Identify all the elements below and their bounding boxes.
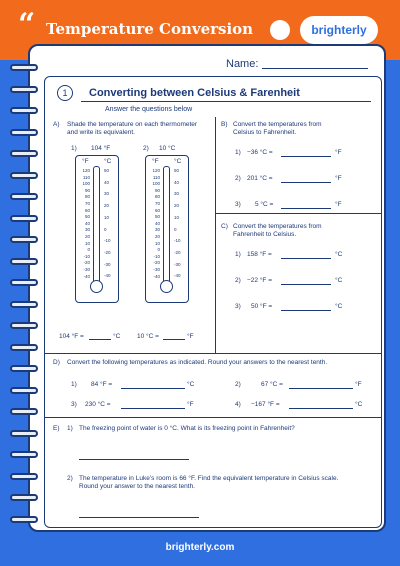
- thermometer-tick-label: 50: [154, 214, 160, 220]
- thermometer-tick-label: 10: [104, 214, 110, 220]
- thermometer-1-unit-c: °C: [104, 158, 112, 165]
- binder-ring-icon: [10, 430, 38, 437]
- partC-instruction-1: Convert the temperatures from: [233, 223, 322, 230]
- partD-item4-unit: °C: [355, 401, 363, 408]
- thermometer-tick-label: 30: [84, 227, 90, 233]
- title-divider: [81, 101, 371, 102]
- partA-q1-answer-blank[interactable]: [89, 339, 111, 340]
- partA-q1-value: 104 °F: [91, 145, 111, 152]
- thermometer-tick-label: 40: [104, 179, 110, 185]
- thermometer-tick-label: 10: [154, 240, 160, 246]
- thermometer-tick-label: -40: [83, 273, 90, 279]
- thermometer-tick-label: 0: [87, 247, 90, 253]
- section-number: 1: [57, 85, 73, 101]
- partC-item2-num: 2): [235, 277, 241, 284]
- thermometer-tick-label: 60: [154, 207, 160, 213]
- partA-letter: A): [53, 121, 60, 128]
- thermometer-tick-label: -40: [153, 273, 160, 279]
- thermometer-2-tube[interactable]: [163, 166, 170, 284]
- binder-ring-icon: [10, 279, 38, 286]
- thermometer-tick-label: -20: [83, 260, 90, 266]
- divider-bc: [215, 213, 382, 214]
- partC-item2-blank[interactable]: [281, 284, 331, 285]
- thermometer-1-tube[interactable]: [93, 166, 100, 284]
- thermometer-tick-label: -30: [83, 267, 90, 272]
- binder-ring-icon: [10, 301, 38, 308]
- thermometer-tick-label: 90: [154, 187, 160, 193]
- partD-instruction: Convert the following temperatures as indicated. Round your answers to the nearest tenth.: [67, 359, 328, 366]
- partE-q1: The freezing point of water is 0 °C. What is its freezing point in Fahrenheit?: [79, 425, 295, 432]
- partB-item2-num: 2): [235, 175, 241, 182]
- partB-item2-expr: 201 °C =: [247, 175, 273, 182]
- partB-item1-num: 1): [235, 149, 241, 156]
- partB-item2-blank[interactable]: [281, 182, 331, 183]
- thermometer-tick-label: 120: [152, 168, 160, 173]
- partC-item3-num: 3): [235, 303, 241, 310]
- thermometer-tick-label: 110: [152, 174, 160, 180]
- partA-q1-answer-unit: °C: [113, 333, 121, 340]
- partD-item1-unit: °C: [187, 381, 195, 388]
- partE-q2-num: 2): [67, 475, 73, 482]
- partA-q2-answer-prefix: 10 °C =: [137, 333, 159, 340]
- partC-letter: C): [221, 223, 228, 230]
- partA-q2-answer-unit: °F: [187, 333, 194, 340]
- partD-item4-blank[interactable]: [289, 408, 353, 409]
- thermometer-tick-label: 40: [84, 220, 90, 226]
- thermometer-tick-label: 50: [84, 214, 90, 220]
- thermometer-tick-label: 100: [82, 181, 90, 187]
- partB-instruction-2: Celsius to Fahrenheit.: [233, 129, 297, 136]
- binder-ring-icon: [10, 322, 38, 329]
- binder-ring-icon: [10, 258, 38, 265]
- partD-letter: D): [53, 359, 60, 366]
- worksheet-page: [28, 44, 386, 532]
- binder-ring-icon: [10, 451, 38, 458]
- worksheet-frame: [44, 76, 382, 528]
- thermometer-tick-label: 80: [154, 194, 160, 200]
- thermometer-tick-label: 10: [174, 214, 180, 220]
- thermometer-tick-label: 50: [104, 168, 110, 173]
- partD-item2-expr: 67 °C =: [261, 381, 283, 388]
- partB-item1-blank[interactable]: [281, 156, 331, 157]
- worksheet-title: Temperature Conversion: [46, 20, 254, 38]
- thermometer-tick-label: 70: [154, 201, 160, 206]
- thermometer-tick-label: -20: [174, 249, 181, 255]
- thermometer-tick-label: 100: [152, 181, 160, 187]
- partC-item3-expr: 50 °F =: [251, 303, 273, 310]
- partC-item2-unit: °C: [335, 277, 343, 284]
- thermometer-2-unit-c: °C: [174, 158, 182, 165]
- partA-q2-num: 2): [143, 145, 149, 152]
- partA-q1-answer-prefix: 104 °F =: [59, 333, 84, 340]
- binder-ring-icon: [10, 172, 38, 179]
- partA-instruction-2: and write its equivalent.: [67, 129, 135, 136]
- name-label: Name:: [226, 58, 259, 70]
- brand-logo-text: brighterly: [311, 23, 367, 37]
- partD-item4-expr: −167 °F =: [251, 401, 280, 408]
- partB-letter: B): [221, 121, 228, 128]
- binder-ring-icon: [10, 86, 38, 93]
- thermometer-tick-label: 50: [174, 168, 180, 173]
- thermometer-tick-label: 30: [154, 227, 160, 233]
- partE-q1-blank[interactable]: [79, 459, 189, 460]
- partE-q2-line2: Round your answer to the nearest tenth.: [79, 483, 195, 490]
- name-field[interactable]: [262, 68, 368, 69]
- partA-instruction-1: Shade the temperature on each thermometer: [67, 121, 198, 128]
- binder-ring-icon: [10, 473, 38, 480]
- thermometer-tick-label: 120: [82, 168, 90, 173]
- thermometer-tick-label: 20: [84, 234, 90, 239]
- partD-item1-blank[interactable]: [121, 388, 185, 389]
- thermometer-tick-label: 40: [174, 179, 180, 185]
- thermometer-tick-label: -10: [153, 253, 160, 259]
- partA-q1-num: 1): [71, 145, 77, 152]
- partB-item1-unit: °F: [335, 149, 342, 156]
- binder-ring-icon: [10, 365, 38, 372]
- binder-ring-icon: [10, 193, 38, 200]
- partD-item2-unit: °F: [355, 381, 362, 388]
- partB-instruction-1: Convert the temperatures from: [233, 121, 322, 128]
- partE-q2-line1: The temperature in Luke’s room is 66 °F. Find the equivalent temperature in Celsius scale.: [79, 475, 339, 482]
- thermometer-tick-label: 110: [82, 174, 90, 180]
- thermometer-2-bulb: [160, 280, 173, 293]
- binder-ring-icon: [10, 150, 38, 157]
- thermometer-tick-label: -10: [174, 238, 181, 244]
- divider-d: [45, 353, 382, 354]
- thermometer-tick-label: -30: [174, 261, 181, 267]
- section-title: Converting between Celsius & Farenheit: [89, 87, 300, 99]
- thermometer-tick-label: 20: [154, 234, 160, 239]
- binder-ring-icon: [10, 129, 38, 136]
- brand-logo: [300, 16, 378, 44]
- partB-item3-unit: °F: [335, 201, 342, 208]
- thermometer-1-unit-f: °F: [82, 158, 89, 165]
- thermometer-tick-label: 10: [84, 240, 90, 246]
- binder-ring-icon: [10, 494, 38, 501]
- thermometer-tick-label: -20: [153, 260, 160, 266]
- thermometer-tick-label: -30: [153, 267, 160, 272]
- binder-ring-icon: [10, 64, 38, 71]
- partC-instruction-2: Fahrenheit to Celsius.: [233, 231, 297, 238]
- divider-e: [45, 417, 382, 418]
- partC-item3-unit: °C: [335, 303, 343, 310]
- partD-item2-num: 2): [235, 381, 241, 388]
- thermometer-tick-label: 0: [104, 226, 107, 232]
- quote-icon: “: [18, 7, 36, 42]
- section-subtitle: Answer the questions below: [105, 106, 193, 113]
- thermometer-tick-label: -10: [104, 238, 111, 244]
- thermometer-tick-label: 0: [157, 247, 160, 253]
- partD-item1-num: 1): [71, 381, 77, 388]
- partA-q2-value: 10 °C: [159, 145, 176, 152]
- thermometer-1-bulb: [90, 280, 103, 293]
- partB-item3-blank[interactable]: [281, 208, 331, 209]
- thermometer-tick-label: 0: [174, 226, 177, 232]
- thermometer-tick-label: 20: [104, 203, 110, 209]
- thermometer-2: [145, 155, 189, 303]
- partA-q2-answer-blank[interactable]: [163, 339, 185, 340]
- partD-item4-num: 4): [235, 401, 241, 408]
- thermometer-tick-label: 20: [174, 203, 180, 209]
- partD-item3-expr: 230 °C =: [85, 401, 111, 408]
- partE-letter: E): [53, 425, 60, 432]
- thermometer-tick-label: 40: [154, 220, 160, 226]
- circle-decoration-icon: [270, 20, 290, 40]
- partD-item3-blank[interactable]: [121, 408, 185, 409]
- partE-q1-num: 1): [67, 425, 73, 432]
- partC-item1-blank[interactable]: [281, 258, 331, 259]
- thermometer-tick-label: -40: [104, 273, 111, 279]
- footer-url: brighterly.com: [165, 542, 235, 553]
- thermometer-tick-label: -20: [104, 249, 111, 255]
- thermometer-tick-label: 30: [104, 191, 110, 197]
- partD-item3-unit: °F: [187, 401, 194, 408]
- thermometer-2-unit-f: °F: [152, 158, 159, 165]
- thermometer-tick-label: -40: [174, 273, 181, 279]
- binder-ring-icon: [10, 107, 38, 114]
- binder-ring-icon: [10, 236, 38, 243]
- divider-vertical: [215, 117, 216, 353]
- thermometer-tick-label: 60: [84, 207, 90, 213]
- partE-q2-blank[interactable]: [79, 517, 199, 518]
- thermometer-tick-label: -10: [83, 253, 90, 259]
- partB-item1-expr: −36 °C =: [247, 149, 273, 156]
- partB-item3-num: 3): [235, 201, 241, 208]
- partC-item2-expr: −22 °F =: [247, 277, 273, 284]
- thermometer-tick-label: 30: [174, 191, 180, 197]
- binder-ring-icon: [10, 215, 38, 222]
- binder-ring-icon: [10, 516, 38, 523]
- partC-item1-expr: 158 °F =: [247, 251, 272, 258]
- binder-ring-icon: [10, 408, 38, 415]
- partD-item2-blank[interactable]: [289, 388, 353, 389]
- thermometer-tick-label: 90: [84, 187, 90, 193]
- partD-item1-expr: 84 °F =: [91, 381, 113, 388]
- thermometer-1: [75, 155, 119, 303]
- partD-item3-num: 3): [71, 401, 77, 408]
- thermometer-tick-label: -30: [104, 261, 111, 267]
- partC-item3-blank[interactable]: [281, 310, 331, 311]
- thermometer-tick-label: 70: [84, 201, 90, 206]
- binder-ring-icon: [10, 344, 38, 351]
- partC-item1-num: 1): [235, 251, 241, 258]
- binder-ring-icon: [10, 387, 38, 394]
- thermometer-tick-label: 80: [84, 194, 90, 200]
- partB-item3-expr: 5 °C =: [255, 201, 274, 208]
- partB-item2-unit: °F: [335, 175, 342, 182]
- partC-item1-unit: °C: [335, 251, 343, 258]
